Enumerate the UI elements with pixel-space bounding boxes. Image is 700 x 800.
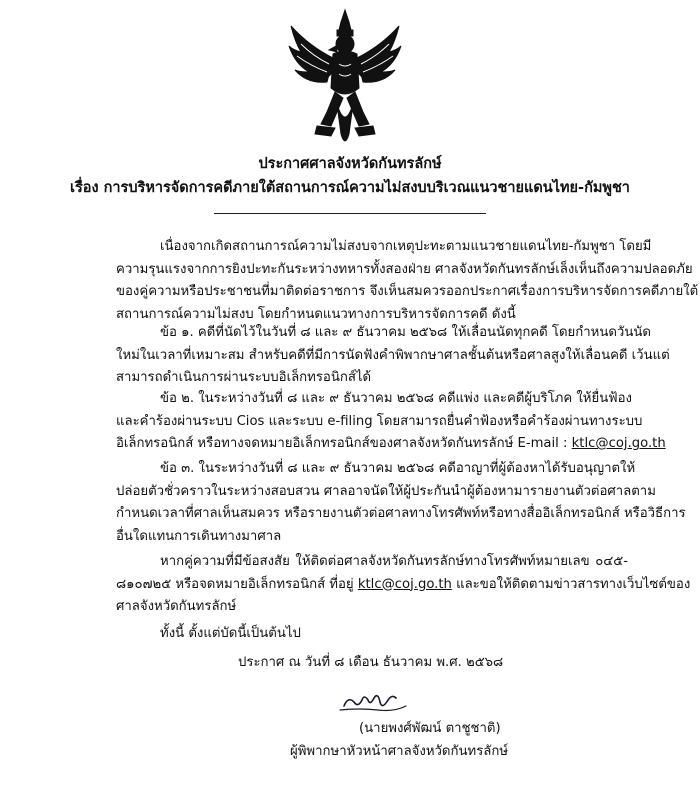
paragraph-text: อิเล็กทรอนิกส์ หรือทางจดหมายอิเล็กทรอนิกส์ของศาลจังหวัดกันทรลักษ์ E-mail : <box>116 436 572 451</box>
paragraph-line: สามารถดำเนินการผ่านระบบอิเล็กทรอนิกส์ได้ <box>116 370 372 385</box>
paragraph-line <box>116 574 691 597</box>
paragraph-text: และขอให้ติดตามข่าวสารทางเว็บไซต์ของ <box>451 576 691 592</box>
paragraph-line: ข้อ ๓. ในระหว่างวันที่ ๘ และ ๙ ธันวาคม ๒๕๖๘ คดีอาญาที่ผู้ต้องหาได้รับอนุญาตให้ <box>160 461 636 476</box>
court-email-link[interactable]: ktlc@coj.go.th <box>571 436 666 451</box>
announcement-subject: เรื่อง การบริหารจัดการคดีภายใต้สถานการณ์ความไม่สงบบริเวณแนวชายแดนไทย-กัมพูชา <box>70 180 630 196</box>
paragraph-line: ปล่อยตัวชั่วคราวในระหว่างสอบสวน ศาลอาจนัดให้ผู้ประกันนำผู้ต้องหามารายงานตัวต่อศาลตาม <box>116 483 656 499</box>
paragraph-line: ความรุนแรงจากการยิงปะทะกันระหว่างทหารทั้งสองฝ่าย ศาลจังหวัดกันทรลักษ์เล็งเห็นถึงความปลอดภัย <box>116 261 693 277</box>
handwritten-signature <box>338 688 410 716</box>
paragraph-line <box>116 433 666 456</box>
contact-paragraph <box>116 551 691 619</box>
paragraph-line: ศาลจังหวัดกันทรลักษ์ <box>116 599 237 614</box>
paragraph-line: ข้อ ๒. ในระหว่างวันที่ ๘ และ ๙ ธันวาคม ๒๕๖๘ คดีแพ่ง และคดีผู้บริโภค ให้ยื่นฟ้อง <box>160 391 632 406</box>
paragraph-line: ของคู่ความหรือประชาชนที่มาติดต่อราชการ จึงเห็นสมควรออกประกาศเรื่องการบริหารจัดการคดีภายใต้ <box>116 284 699 299</box>
garuda-emblem-icon <box>287 8 403 150</box>
paragraph-line: กำหนดเวลาที่ศาลเห็นสมควร หรือรายงานตัวต่อศาลทางโทรศัพท์หรือทางสื่ออิเล็กทรอนิกส์ หรือวิธีการ <box>116 506 686 521</box>
title-divider <box>214 213 486 214</box>
signer-position: ผู้พิพากษาหัวหน้าศาลจังหวัดกันทรลักษ์ <box>290 744 509 759</box>
paragraph-line: และคำร้องผ่านระบบ Cios และระบบ e-filing โดยสามารถยื่นคำฟ้องหรือคำร้องผ่านทางระบบ <box>116 413 643 429</box>
paragraph-text: ๘๑๐๗๒๕ หรือจดหมายอิเล็กทรอนิกส์ ที่อยู่ <box>116 576 358 592</box>
signer-name: (นายพงศ์พัฒน์ ตาชูชาติ) <box>359 721 501 736</box>
intro-paragraph <box>116 236 699 326</box>
contact-email-link[interactable]: ktlc@coj.go.th <box>357 576 452 592</box>
closing-statement: ทั้งนี้ ตั้งแต่บัดนี้เป็นต้นไป <box>160 626 301 641</box>
paragraph-line: สถานการณ์ความไม่สงบ โดยกำหนดแนวทางการบริหารจัดการคดี ดังนี้ <box>116 306 516 322</box>
paragraph-line: ข้อ ๑. คดีที่นัดไว้ในวันที่ ๘ และ ๙ ธันวาคม ๒๕๖๘ ให้เลื่อนนัดทุกคดี โดยกำหนดวันนัด <box>160 325 651 340</box>
paragraph-line: อื่นใดแทนการเดินทางมาศาล <box>116 528 282 544</box>
clause-2-paragraph <box>116 388 666 456</box>
paragraph-line: หากคู่ความที่มีข้อสงสัย ให้ติดต่อศาลจังหวัดกันทรลักษ์ทางโทรศัพท์หมายเลข ๐๔๕- <box>160 554 628 569</box>
paragraph-line: ใหม่ในเวลาที่เหมาะสม สำหรับคดีที่มีการนัดฟังคำพิพากษาศาลชั้นต้นหรือศาลสูงให้เลื่อนคดี เว้นแต่ <box>116 347 670 363</box>
clause-3-paragraph <box>116 458 686 548</box>
announcement-title: ประกาศศาลจังหวัดกันทรลักษ์ <box>258 156 442 172</box>
clause-1-paragraph <box>116 322 670 390</box>
paragraph-line: เนื่องจากเกิดสถานการณ์ความไม่สงบจากเหตุปะทะตามแนวชายแดนไทย-กัมพูชา โดยมี <box>160 239 652 254</box>
announcement-date: ประกาศ ณ วันที่ ๘ เดือน ธันวาคม พ.ศ. ๒๕๖๘ <box>238 655 504 670</box>
